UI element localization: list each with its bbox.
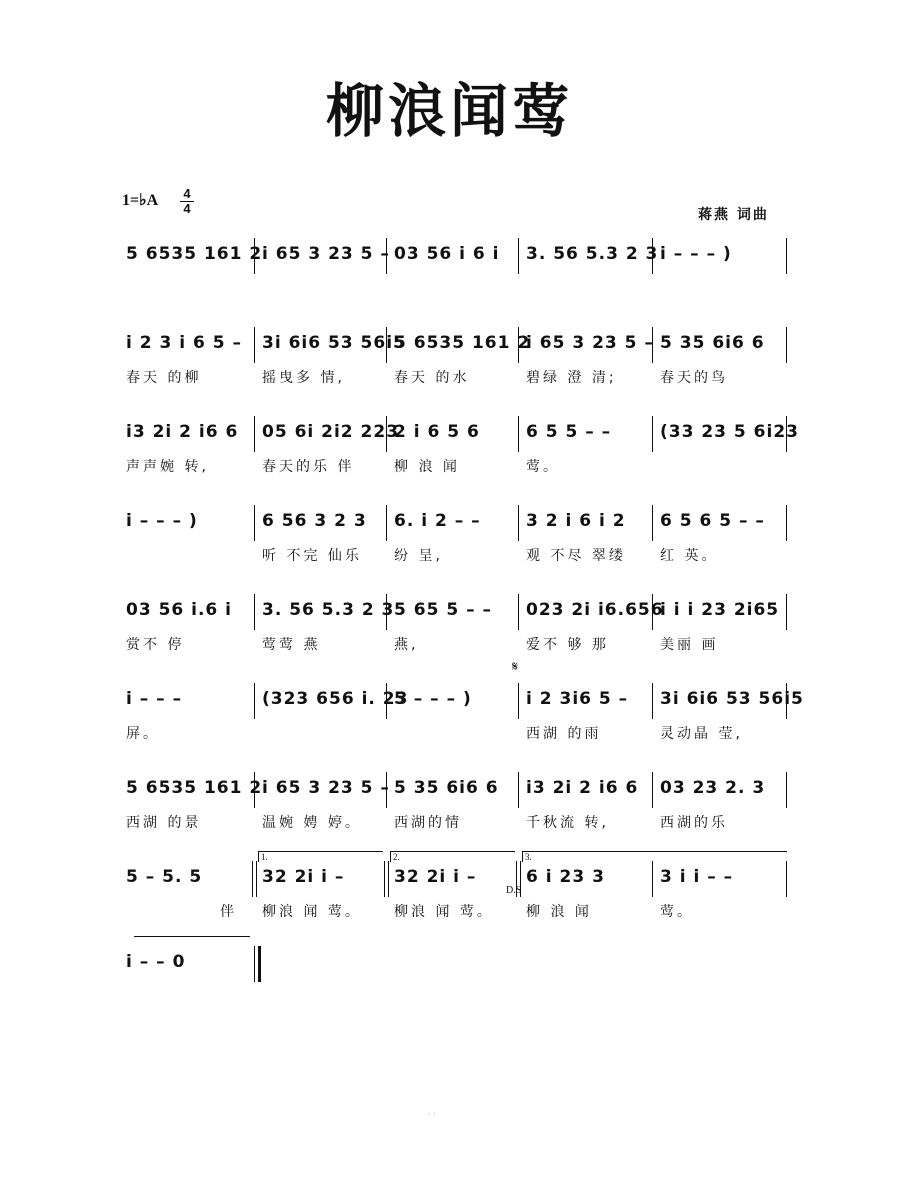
measure-lyrics: 屏。 (126, 726, 160, 742)
barline (386, 683, 387, 719)
barline (652, 594, 653, 630)
measure-notes: 5 35 6i6 6 (394, 778, 499, 798)
barline (652, 683, 653, 719)
barline (652, 861, 653, 897)
measure (654, 683, 804, 745)
barline (386, 772, 387, 808)
barline (652, 327, 653, 363)
barline (786, 772, 787, 808)
measure (520, 683, 652, 745)
measure-notes: i3 2i 2 i6 6 (126, 422, 239, 442)
measure (120, 416, 254, 478)
barline (386, 416, 387, 452)
measure (120, 861, 254, 923)
measure-lyrics: 红 英。 (660, 548, 719, 564)
composer-credit: 蒋燕 词曲 (698, 207, 769, 223)
measure (654, 238, 788, 300)
measure (120, 505, 254, 567)
barline (254, 327, 255, 363)
measure-lyrics: 纷 呈, (394, 548, 443, 564)
measure-notes: 3. 56 5.3 2 3 (526, 244, 659, 264)
measure-notes: (33 23 5 6i23 (660, 422, 799, 442)
measure-lyrics: 温婉 娉 婷。 (262, 815, 362, 831)
barline (254, 594, 255, 630)
measure (256, 594, 395, 656)
measure (654, 594, 788, 656)
score-system-3 (120, 416, 799, 478)
measure-lyrics: 声声婉 转, (126, 459, 209, 475)
measure-notes: 5 6535 161 2 (126, 778, 263, 798)
measure-notes: 023 2i i6.656 (526, 600, 664, 620)
barline (518, 683, 519, 719)
measure (520, 416, 652, 478)
measure-lyrics: 柳浪 闻 莺。 (394, 904, 494, 920)
barline (386, 505, 387, 541)
barline (786, 238, 787, 274)
measure-lyrics: 莺。 (526, 459, 560, 475)
measure-notes: 6. i 2 – – (394, 511, 481, 531)
tie-line (134, 936, 250, 945)
score-system-8 (120, 852, 790, 923)
barline (786, 683, 787, 719)
measure-notes: 03 23 2. 3 (660, 778, 766, 798)
measure (256, 683, 409, 745)
barline (786, 861, 787, 897)
measure-notes: i – – – ) (660, 244, 732, 264)
measure (388, 505, 518, 567)
barline (254, 505, 255, 541)
measure-notes: i i i 23 2i65 (660, 600, 780, 620)
measure (256, 238, 390, 300)
measure (520, 861, 652, 923)
measure (654, 772, 788, 834)
measure-notes: 32 2i i – (262, 867, 345, 887)
measure-notes: i – – 0 (126, 952, 186, 972)
key-signature: 1=♭A (122, 192, 159, 209)
measure-notes: 6 5 5 – – (526, 422, 612, 442)
score-system-5 (120, 594, 790, 656)
barline (518, 505, 519, 541)
measure (388, 772, 518, 834)
barline (786, 327, 787, 363)
dal-segno-mark: D.S (506, 885, 522, 896)
volta-bracket-3: 3. (522, 851, 787, 862)
measure (256, 772, 390, 834)
final-barline (258, 946, 261, 982)
measure (120, 946, 254, 1008)
measure-notes: 05 6i 2i2 223 (262, 422, 400, 442)
measure-notes: i 2 3i6 5 – (526, 689, 629, 709)
measure (388, 416, 518, 478)
measure (654, 505, 788, 567)
measure-lyrics: 莺。 (660, 904, 694, 920)
measure-notes: i – – – (126, 689, 183, 709)
barline (786, 594, 787, 630)
measure (388, 238, 518, 300)
measure (654, 416, 799, 478)
measure (388, 861, 518, 923)
measure-notes: 6 56 3 2 3 (262, 511, 367, 531)
measure-notes: 6 5 6 5 – – (660, 511, 765, 531)
measure-notes: i3 2i 2 i6 6 (526, 778, 639, 798)
measure-notes: i 65 3 23 5 – (262, 244, 390, 264)
measure-notes: i – – – ) (126, 511, 198, 531)
measure-lyrics: 观 不尽 翠缕 (526, 548, 626, 564)
time-signature-top: 4 (183, 186, 191, 201)
measure-lyrics: 伴 (220, 904, 237, 920)
measure (520, 238, 659, 300)
measure-notes: 5 – 5. 5 (126, 867, 203, 887)
measure (520, 594, 664, 656)
measure-notes: 2 i 6 5 6 (394, 422, 480, 442)
measure-notes: 3 2 i 6 i 2 (526, 511, 626, 531)
measure-notes: 5 6535 161 2 (394, 333, 531, 353)
measure-notes: 3i 6i6 53 56i5 (660, 689, 804, 709)
measure (120, 772, 263, 834)
measure-lyrics: 燕, (394, 637, 419, 653)
measure-notes: i 65 3 23 5 – (262, 778, 390, 798)
measure (520, 505, 652, 567)
barline (254, 238, 255, 274)
measure (256, 327, 406, 389)
barline (518, 416, 519, 452)
measure-notes: (323 656 i. 23 (262, 689, 409, 709)
measure-notes: 5 65 5 – – (394, 600, 492, 620)
barline (254, 946, 255, 982)
measure-notes: i 2 3 i 6 5 – (126, 333, 242, 353)
barline (386, 594, 387, 630)
barline (518, 238, 519, 274)
time-signature-bottom: 4 (183, 201, 191, 216)
barline (652, 772, 653, 808)
measure (120, 238, 263, 300)
measure (120, 683, 254, 745)
measure-notes: 3i 6i6 53 56i5 (262, 333, 406, 353)
measure (120, 594, 254, 656)
barline (386, 238, 387, 274)
barline (518, 594, 519, 630)
measure-lyrics: 莺莺 燕 (262, 637, 321, 653)
barline (652, 416, 653, 452)
score-system-2 (120, 327, 790, 389)
page-mark: · · (428, 1110, 436, 1119)
measure-lyrics: 美丽 画 (660, 637, 719, 653)
song-title: 柳浪闻莺 (325, 77, 574, 145)
measure-notes: 3 i i – – (660, 867, 734, 887)
barline (386, 327, 387, 363)
measure (520, 327, 652, 389)
measure-notes: 3. 56 5.3 2 3 (262, 600, 395, 620)
barline (518, 327, 519, 363)
score-system-6 (120, 659, 804, 745)
barline (518, 772, 519, 808)
measure-notes: 03 56 i 6 i (394, 244, 500, 264)
measure-notes: 03 56 i.6 i (126, 600, 233, 620)
measure-lyrics: 柳 浪 闻 (526, 904, 592, 920)
measure-lyrics: 赏不 停 (126, 637, 185, 653)
barline (652, 238, 653, 274)
barline (254, 772, 255, 808)
measure-lyrics: 柳 浪 闻 (394, 459, 460, 475)
measure (388, 594, 518, 656)
barline (254, 416, 255, 452)
measure-notes: 5 6535 161 2 (126, 244, 263, 264)
score-system-7 (120, 772, 790, 834)
measure-lyrics: 西湖的乐 (660, 815, 728, 831)
measure-notes: 5 35 6i6 6 (660, 333, 765, 353)
barline (786, 505, 787, 541)
score-system-1 (120, 238, 790, 300)
measure-lyrics: 灵动晶 莹, (660, 726, 743, 742)
measure-notes: 5 – – – ) (394, 689, 472, 709)
measure-lyrics: 摇曳多 情, (262, 370, 345, 386)
measure (256, 416, 400, 478)
measure-notes: i 65 3 23 5 – (526, 333, 654, 353)
time-signature (180, 187, 194, 216)
measure (654, 327, 788, 389)
measure (388, 327, 531, 389)
volta-bracket-2: 2. (390, 851, 515, 862)
barline (254, 683, 255, 719)
measure-lyrics: 春天的鸟 (660, 370, 728, 386)
score-system-4 (120, 505, 790, 567)
barline (652, 505, 653, 541)
measure-lyrics: 爱不 够 那 (526, 637, 609, 653)
measure-lyrics: 千秋流 转, (526, 815, 609, 831)
measure-lyrics: 春天的乐 伴 (262, 459, 355, 475)
measure (388, 683, 518, 745)
measure-lyrics: 春天 的水 (394, 370, 470, 386)
measure (256, 861, 386, 923)
segno-icon: 𝄋 (512, 659, 519, 675)
measure-lyrics: 柳浪 闻 莺。 (262, 904, 362, 920)
measure-lyrics: 春天 的柳 (126, 370, 202, 386)
measure (120, 327, 254, 389)
measure-lyrics: 听 不完 仙乐 (262, 548, 362, 564)
volta-bracket-1: 1. (258, 851, 383, 862)
score-system-9 (120, 946, 270, 1008)
measure-lyrics: 西湖的情 (394, 815, 462, 831)
measure-lyrics: 碧绿 澄 清; (526, 370, 617, 386)
barline (786, 416, 787, 452)
measure-notes: 32 2i i – (394, 867, 477, 887)
measure-lyrics: 西湖 的景 (126, 815, 202, 831)
measure (256, 505, 386, 567)
measure-lyrics: 西湖 的雨 (526, 726, 602, 742)
measure (520, 772, 652, 834)
measure-notes: 6 i 23 3 (526, 867, 605, 887)
measure (654, 861, 788, 923)
